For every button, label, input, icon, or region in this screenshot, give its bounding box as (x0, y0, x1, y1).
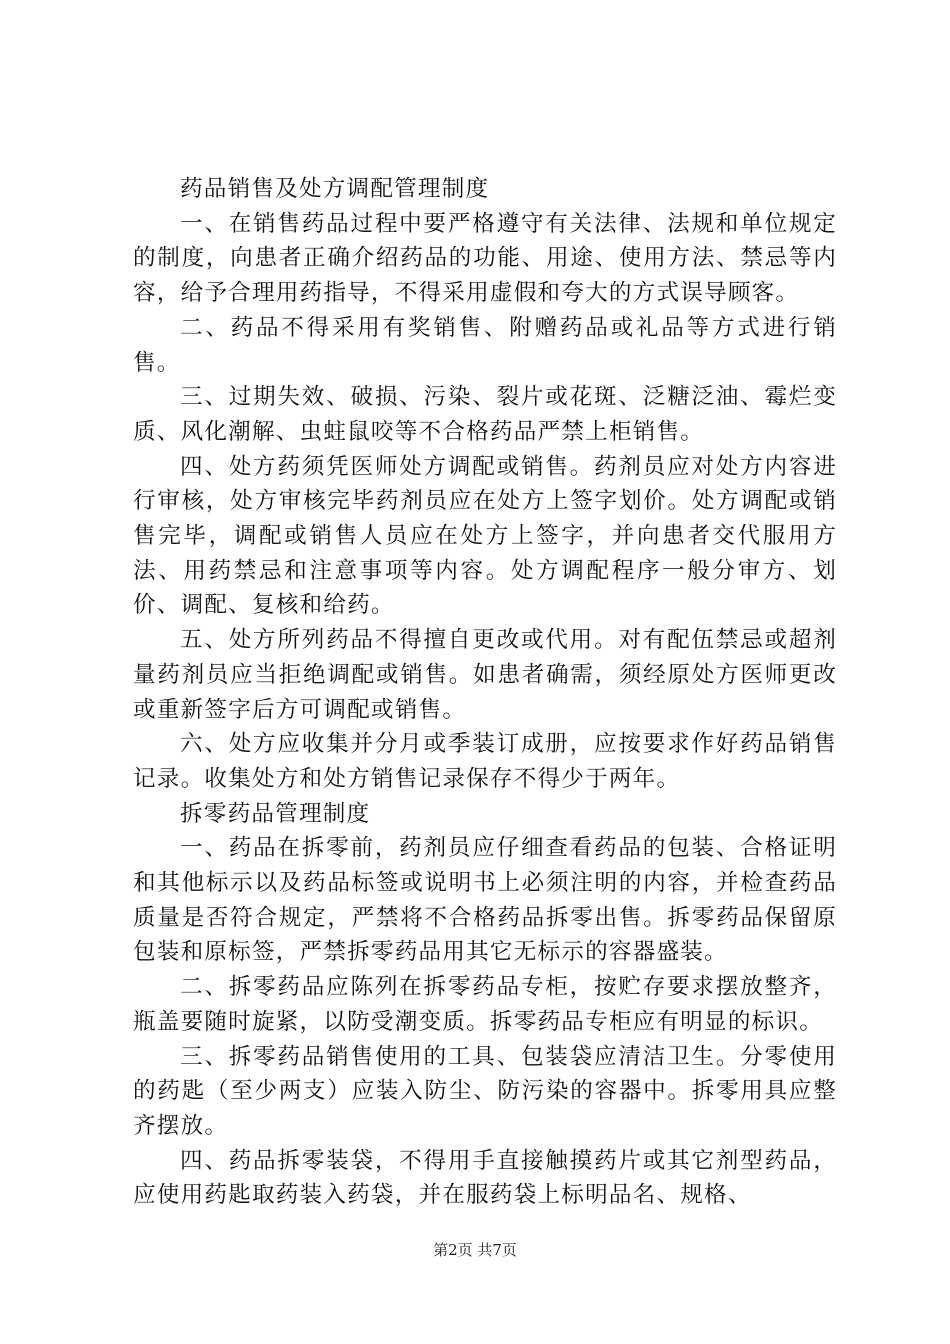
paragraph: 四、处方药须凭医师处方调配或销售。药剂员应对处方内容进行审核，处方审核完毕药剂员应在处方上签字划价。处方调配或销售完毕，调配或销售人员应在处方上签字，并向患者交代服用方法、用药禁忌和注意事项等内容。处方调配程序一般分审方、划价、调配、复核和给药。 (133, 453, 837, 619)
paragraph: 四、药品拆零装袋，不得用手直接触摸药片或其它剂型药品，应使用药匙取药装入药袋，并在服药袋上标明品名、规格、 (133, 1147, 837, 1209)
paragraph: 六、处方应收集并分月或季装订成册，应按要求作好药品销售记录。收集处方和处方销售记录保存不得少于两年。 (133, 731, 837, 792)
paragraph: 三、拆零药品销售使用的工具、包装袋应清洁卫生。分零使用的药匙（至少两支）应装入防尘、防污染的容器中。拆零用具应整齐摆放。 (133, 1043, 837, 1139)
page-footer (0, 1240, 950, 1260)
section-title: 拆零药品管理制度 (180, 800, 371, 827)
paragraph: 二、药品不得采用有奖销售、附赠药品或礼品等方式进行销售。 (133, 314, 837, 376)
section-title: 药品销售及处方调配管理制度 (180, 176, 490, 202)
paragraph: 三、过期失效、破损、污染、裂片或花斑、泛糖泛油、霉烂变质、风化潮解、虫蛀鼠咬等不合格药品严禁上柜销售。 (133, 384, 837, 445)
document-body (133, 172, 837, 1213)
paragraph: 一、药品在拆零前，药剂员应仔细查看药品的包装、合格证明和其他标示以及药品标签或说明书上必须注明的内容，并检查药品质量是否符合规定，严禁将不合格药品拆零出售。拆零药品保留原包装和原标签，严禁拆零药品用其它无标示的容器盛装。 (133, 835, 837, 966)
paragraph: 五、处方所列药品不得擅自更改或代用。对有配伍禁忌或超剂量药剂员应当拒绝调配或销售。如患者确需，须经原处方医师更改或重新签字后方可调配或销售。 (133, 627, 837, 723)
paragraph: 二、拆零药品应陈列在拆零药品专柜，按贮存要求摆放整齐，瓶盖要随时旋紧，以防受潮变质。拆零药品专柜应有明显的标识。 (133, 974, 837, 1035)
page-number: 第2页 共7页 (433, 1241, 517, 1259)
paragraph: 一、在销售药品过程中要严格遵守有关法律、法规和单位规定的制度，向患者正确介绍药品的功能、用途、使用方法、禁忌等内容，给予合理用药指导，不得采用虚假和夸大的方式误导顾客。 (133, 210, 837, 307)
